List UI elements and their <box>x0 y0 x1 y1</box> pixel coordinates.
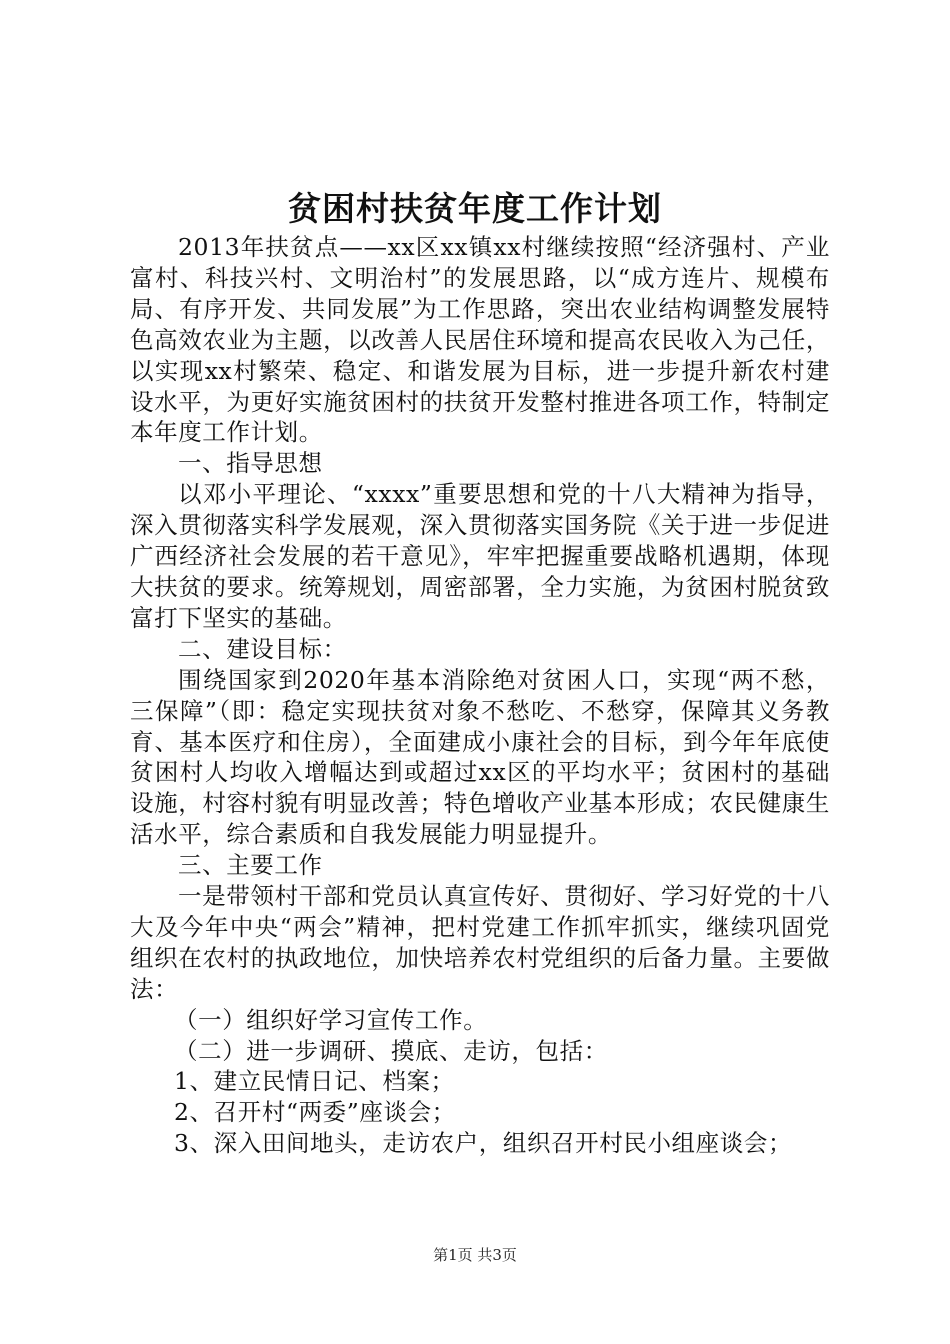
section-heading-main-work: 三、主要工作 <box>178 851 323 880</box>
list-item: 1、建立民情日记、档案； <box>174 1067 455 1096</box>
construction-goals-paragraph: 围绕国家到2020年基本消除绝对贫困人口，实现“两不愁，三保障”（即：稳定实现扶贫对象不愁吃、不愁穿，保障其义务教育、基本医疗和住房），全面建成小康社会的目标，到今年年底使贫困村人均收入增幅达到或超过xx区的平均水平；贫困村的基础设施，村容村貌有明显改善；特色增收产业基本形成；农民健康生活水平，综合素质和自我发展能力明显提升。 <box>130 665 830 849</box>
page-number-footer: 第1页 共3页 <box>433 1246 517 1264</box>
list-item: （一）组织好学习宣传工作。 <box>174 1005 488 1034</box>
main-work-paragraph: 一是带领村干部和党员认真宣传好、贯彻好、学习好党的十八大及今年中央“两会”精神，把村党建工作抓牢抓实，继续巩固党组织在农村的执政地位，加快培养农村党组织的后备力量。主要做法： <box>130 882 830 1003</box>
list-item: 3、深入田间地头，走访农户，组织召开村民小组座谈会； <box>174 1129 793 1158</box>
document-body <box>130 232 830 1159</box>
section-heading-construction-goals: 二、建设目标： <box>178 634 347 663</box>
list-item: （二）进一步调研、摸底、走访，包括： <box>174 1036 608 1065</box>
list-item: 2、召开村“两委”座谈会； <box>174 1098 456 1127</box>
document-title: 贫困村扶贫年度工作计划 <box>288 189 662 228</box>
guiding-ideology-paragraph: 以邓小平理论、“xxxx”重要思想和党的十八大精神为指导，深入贯彻落实科学发展观，深入贯彻落实国务院《关于进一步促进广西经济社会发展的若干意见》，牢牢把握重要战略机遇期，体现大扶贫的要求。统筹规划，周密部署，全力实施，为贫困村脱贫致富打下坚实的基础。 <box>130 480 830 632</box>
intro-paragraph: 2013年扶贫点——xx区xx镇xx村继续按照“经济强村、产业富村、科技兴村、文明治村”的发展思路，以“成方连片、规模布局、有序开发、共同发展”为工作思路，突出农业结构调整发展特色高效农业为主题，以改善人民居住环境和提高农民收入为己任，以实现xx村繁荣、稳定、和谐发展为目标，进一步提升新农村建设水平，为更好实施贫困村的扶贫开发整村推进各项工作，特制定本年度工作计划。 <box>130 233 830 447</box>
section-heading-guiding-ideology: 一、指导思想 <box>178 449 323 478</box>
